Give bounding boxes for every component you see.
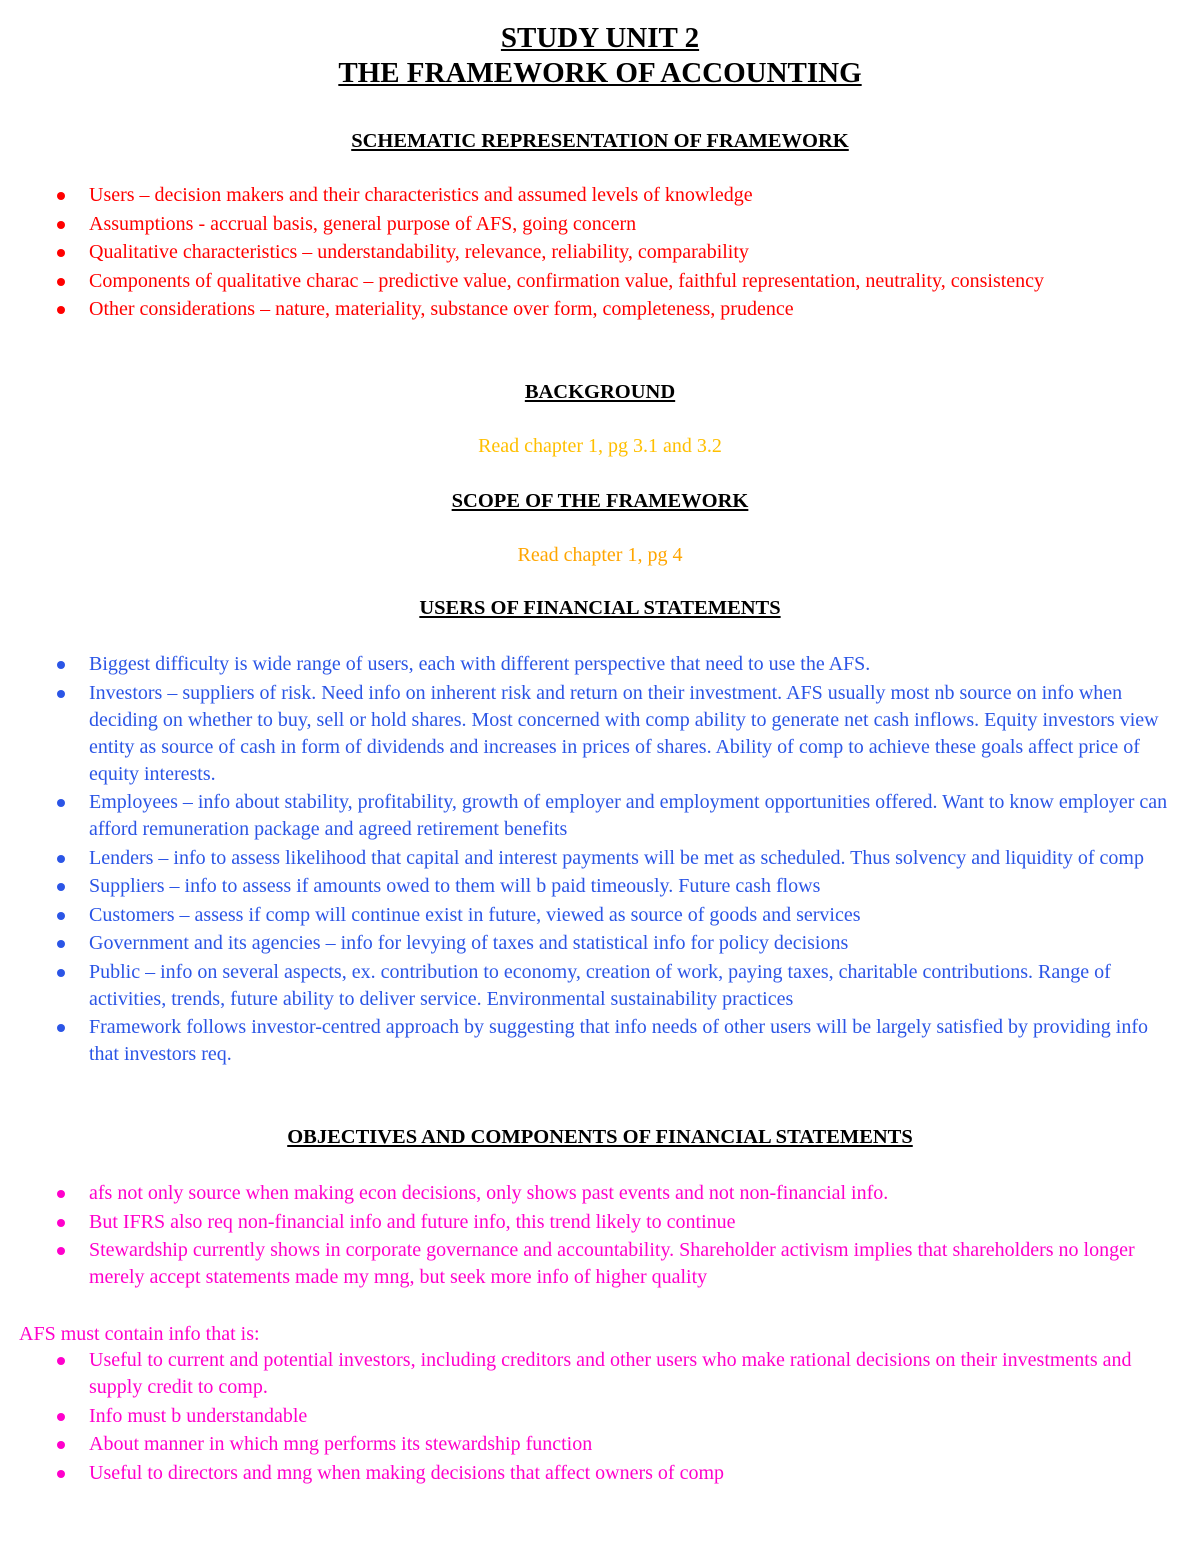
list-item: About manner in which mng performs its stewardship function — [0, 1431, 1180, 1458]
list-item: Investors – suppliers of risk. Need info on inherent risk and return on their investment. AFS usually most nb source on info when deciding on whether to buy, sell or hold shares. Most concerned with comp ability to generate net cash inflows. Equity investors view entity as source of cash in form of dividends and increases in prices of shares. Ability of comp to achieve these goals affect price of equity interests. — [0, 680, 1180, 788]
afs-intro-text: AFS must contain info that is: — [19, 1323, 260, 1345]
users-heading: USERS OF FINANCIAL STATEMENTS — [419, 597, 781, 619]
list-item: Stewardship currently shows in corporate governance and accountability. Shareholder activism implies that shareholders no longer merely accept statements made my mng, but seek more info of higher quality — [0, 1237, 1180, 1291]
list-item: Info must b understandable — [0, 1403, 1180, 1430]
list-item: Lenders – info to assess likelihood that capital and interest payments will be met as scheduled. Thus solvency and liquidity of comp — [0, 845, 1180, 872]
study-unit-title: STUDY UNIT 2 — [500, 22, 700, 54]
scope-heading: SCOPE OF THE FRAMEWORK — [451, 490, 749, 512]
schematic-list — [0, 182, 1180, 325]
background-heading: BACKGROUND — [524, 381, 676, 403]
list-item: Assumptions - accrual basis, general purpose of AFS, going concern — [0, 211, 1180, 238]
list-item: Users – decision makers and their characteristics and assumed levels of knowledge — [0, 182, 1180, 209]
users-list — [0, 651, 1180, 1070]
list-item: Employees – info about stability, profitability, growth of employer and employment opportunities offered. Want to know employer can afford remuneration package and agreed retirement benefits — [0, 789, 1180, 843]
afs-requirements-list — [0, 1347, 1180, 1488]
list-item: But IFRS also req non-financial info and future info, this trend likely to continue — [0, 1209, 1180, 1236]
list-item: Useful to current and potential investors, including creditors and other users who make rational decisions on their investments and supply credit to comp. — [0, 1347, 1180, 1401]
schematic-heading: SCHEMATIC REPRESENTATION OF FRAMEWORK — [351, 130, 849, 152]
list-item: Components of qualitative charac – predictive value, confirmation value, faithful representation, neutrality, consistency — [0, 268, 1180, 295]
list-item: Qualitative characteristics – understandability, relevance, reliability, comparability — [0, 239, 1180, 266]
background-note: Read chapter 1, pg 3.1 and 3.2 — [478, 435, 722, 457]
list-item: Other considerations – nature, materiality, substance over form, completeness, prudence — [0, 296, 1180, 323]
list-item: Useful to directors and mng when making decisions that affect owners of comp — [0, 1460, 1180, 1487]
framework-title: THE FRAMEWORK OF ACCOUNTING — [338, 57, 862, 89]
objectives-list — [0, 1180, 1180, 1293]
list-item: Biggest difficulty is wide range of users, each with different perspective that need to use the AFS. — [0, 651, 1180, 678]
list-item: Customers – assess if comp will continue exist in future, viewed as source of goods and services — [0, 902, 1180, 929]
list-item: Framework follows investor-centred approach by suggesting that info needs of other users will be largely satisfied by providing info that investors req. — [0, 1014, 1180, 1068]
list-item: Public – info on several aspects, ex. contribution to economy, creation of work, paying taxes, charitable contributions. Range of activities, trends, future ability to deliver service. Environmental sustainability practices — [0, 959, 1180, 1013]
objectives-heading: OBJECTIVES AND COMPONENTS OF FINANCIAL STATEMENTS — [287, 1126, 913, 1148]
list-item: Government and its agencies – info for levying of taxes and statistical info for policy decisions — [0, 930, 1180, 957]
scope-note: Read chapter 1, pg 4 — [517, 544, 683, 566]
list-item: afs not only source when making econ decisions, only shows past events and not non-financial info. — [0, 1180, 1180, 1207]
list-item: Suppliers – info to assess if amounts owed to them will b paid timeously. Future cash flows — [0, 873, 1180, 900]
